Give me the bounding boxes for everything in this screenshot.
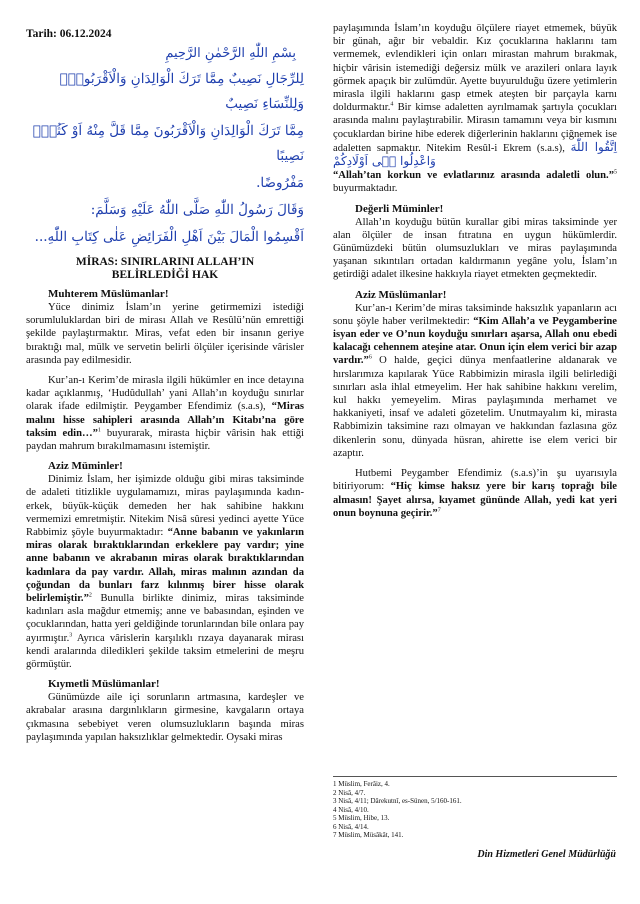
arabic-verse-line-1: لِلرِّجَالِ نَصِيبٌ مِمَّا تَرَكَ الْوَالِدَانِ وَالْاَقْرَبُونَۖ وَلِلنِّسَاءِ نَصِيبٌ bbox=[59, 71, 304, 112]
footnote-ref: 7 bbox=[437, 507, 441, 514]
bismillah-calligraphy: بِسْمِ اللّٰهِ الرَّحْمٰنِ الرَّحِيمِ bbox=[165, 46, 296, 61]
arabic-verse-line-3: مَفْرُوضًا. bbox=[256, 175, 304, 191]
verse-quote: “Anne babanın ve yakınların miras olarak bıraktıklarından erkeklere pay vardır; yine anne babanın ve akrabanın miras olarak bıraktıklarından kadınlara da pay vardır. Allah, miras malının azından da çoğundan da bunları farz kılınmış birer hisse olarak belirlemiştir.” bbox=[26, 527, 304, 605]
footnote: 6 Nisâ, 4/14. bbox=[333, 822, 369, 831]
paragraph: paylaşımında İslam’ın koyduğu ölçülere riayet etmemek, büyük bir günah, ağır bir vebaldir. Kız çocuklarına haklarını tam vermemek, evlendikleri için onları mirastan mahrum bırakmak, hiçbir vârisin istemediği değersiz mülk ve arazileri onlara layık görmek apaçık bir zulümdür. Ayette buyurulduğu üzere yetimlerin mirasla ilgili haklarını gasp etmek ateşten bir parçayla karnı doldurmaktır.$^4$ Bir kimse adaletten ayrılmamak şartıyla çocukları arasında malını paylaştırabilir. Mirasın tamamını veya bir kısmını çocuklardan birine hibe ederek diğerlerinin haklarını çiğnemek ise adaletten sapmaktır. Nitekim Resûl-i Ekrem (s.a.s), اِتَّقُوا اللّٰهَ وَاعْدِلُوا فٖى اَوْلَادِكُمْ “Allah’tan korkun ve evlatlarınız arasında adaletli olun.”$^5$ buyurmaktadır. bbox=[333, 23, 617, 195]
sermon-title-line-1: MİRAS: SINIRLARINI ALLAH’IN bbox=[75, 256, 255, 268]
paragraph: Hutbemi Peygamber Efendimiz (s.a.s)’in şu uyarısıyla bitiriyorum: “Hiç kimse haksız yere bir karış toprağı bile almasın! Şayet alırsa, kıyamet gününde Allah, yedi kat yeri onun boynuna geçirir.”$^7$ bbox=[333, 468, 617, 519]
footnote: 3 Nisâ, 4/11; Dârekutnî, es-Sünen, 5/160-161. bbox=[333, 797, 462, 805]
date-label: Tarih: 06.12.2024 bbox=[26, 28, 112, 40]
paragraph: Günümüzde aile içi sorunların artmasına, kardeşler ve akrabalar arasına dargınlıkların girmesine, kavgaların ortaya çıkmasına sebebiyet veren olumsuzlukların başında miras paylaşımında yapılan haksızlıklar gelmektedir. Oysaki miras bbox=[26, 692, 304, 743]
section-heading: Değerli Müminler! bbox=[355, 202, 444, 215]
arabic-hadith-intro: وَقَالَ رَسُولُ اللّٰهِ صَلَّى اللّٰهُ عَلَيْهِ وَسَلَّمَ: bbox=[90, 202, 304, 218]
footnote: 2 Nisâ, 4/7. bbox=[333, 788, 366, 797]
hadith-quote: “Allah’tan korkun ve evlatlarınız arasında adaletli olun.” bbox=[333, 170, 614, 182]
paragraph: Kur’an-ı Kerim’de mirasla ilgili hükümler en ince detayına kadar açıklanmış, ‘Hudûdullah’ yani Allah’ın koyduğu sınırlar olarak ifade edilmiştir. Peygamber Efendimiz (s.a.s), “Miras malını hisse sahipleri arasında Allah’ın Kitabı’na göre taksim edin…”$^1$ buyurarak, mirasta hiçbir vârisin hak ettiği paydan mahrum bırakılmamasını istemiştir. bbox=[26, 375, 305, 453]
section-heading: Aziz Müslümanlar! bbox=[355, 288, 447, 301]
hadith-quote: “Miras malını hisse sahipleri arasında Allah’ın Kitabı’na göre taksim edin…” bbox=[26, 401, 304, 439]
footnote: 5 Müslim, Hibe, 13. bbox=[333, 814, 390, 822]
footnote: 7 Müslim, Müsâkât, 141. bbox=[333, 831, 404, 839]
footnote-ref: 4 bbox=[390, 101, 394, 108]
footnote-ref: 5 bbox=[614, 169, 617, 176]
left-column bbox=[26, 28, 304, 751]
arabic-verse-line-2: مِمَّا تَرَكَ الْوَالِدَانِ وَالْاَقْرَبُونَ مِمَّا قَلَّ مِنْهُ اَوْ كَثُرَۜ نَصِيبًا bbox=[32, 123, 304, 164]
right-column bbox=[333, 22, 617, 527]
section-heading: Aziz Müminler! bbox=[48, 460, 123, 473]
footnote-ref: 6 bbox=[368, 354, 372, 361]
section-heading: Kıymetli Müslümanlar! bbox=[48, 678, 160, 691]
hadith-quote: “Hiç kimse haksız yere bir karış toprağı bile almasın! Şayet alırsa, kıyamet gününde Allah, yedi kat yeri onun boynuna geçirir.” bbox=[333, 481, 617, 519]
paragraph: Allah’ın koyduğu bütün kurallar gibi miras taksiminde yer alan ölçüler de insan fıtratına en uygun hükümlerdir. Günümüzdeki bütün olumsuzlukları ve miras paylaşımında yaşanan sıkıntıları ortadan kaldırmanın yegâne yolu, İslam’ın getirdiği adalet ilkesine hakkıyla riayet etmekten geçmektedir. bbox=[333, 216, 617, 281]
footnote-ref: 3 bbox=[69, 632, 73, 639]
arabic-hadith-inline: اِتَّقُوا اللّٰهَ وَاعْدِلُوا فٖى اَوْلَادِكُمْ bbox=[333, 139, 617, 169]
arabic-hadith-text: اَقْسِمُوا الْمَالَ بَيْنَ اَهْلِ الْفَرَائِضِ عَلٰى كِتَابِ اللّٰهِ... bbox=[34, 229, 304, 245]
verse-quote: “Kim Allah’a ve Peygamberine isyan eder ve O’nun koyduğu sınırları aşarsa, Allah onu ebedi kalacağı cehennem ateşine atar. Onun için elem verici bir azap vardır.” bbox=[333, 315, 617, 367]
footnotes bbox=[333, 776, 617, 840]
paragraph: Dinimiz İslam, her işimizde olduğu gibi miras taksiminde de adaleti titizlikle uygulamamızı, miras paylaşımında kadın-erkek, büyük-küçük demeden her hak sahibine hakkını vermemizi emretmiştir. Nitekim Nisâ sûresi yedinci ayette Yüce Rabbimiz şöyle buyurmaktadır: “Anne babanın ve yakınların miras olarak bıraktıklarından erkeklere pay vardır; yine anne babanın ve akrabanın miras olarak bıraktıklarından kadınlara da pay vardır. Allah, miras malının azından da çoğundan da bunları farz kılınmış birer hisse olarak belirlemiştir.”$^2$ Bunulla birlikte dinimiz, miras taksiminde kadınları asla mağdur etmemiş; anne ve babasından, eşinden ve çocuklarından, hatta yeri geldiğinde torunlarından bile onlara pay ayırmıştır.$^3$ Ayrıca vârislerin karşılıklı rızaya dayanarak mirası kendi aralarında diledikleri şekilde taksim etmelerini de meşru görmüştür. bbox=[26, 474, 304, 671]
paragraph: Kur’an-ı Kerim’de miras taksiminde haksızlık yapanların acı sonu şöyle haber verilmektedir: “Kim Allah’a ve Peygamberine isyan eder ve O’nun koyduğu sınırları aşarsa, Allah onu ebedi kalacağı cehennem ateşine atar. Onun için elem verici bir azap vardır.”$^6$ O halde, geçici dünya menfaatlerine aldanarak ve hırslarımıza kapılarak Yüce Rabbimizin mirasla ilgili belirlediği sınırları asla ihlal etmeyelim. Her hak sahibine hakkını verelim, kul hakkı yemeyelim. Miras paylaşımında merhamet ve hakkaniyeti, insaf ve adaleti gözetelim. Unutmayalım ki, mirasta Rabbimizin taksimine razı olmayan ve hakkından fazlasına göz dikenlerin sonu, dünyada hüsran, ahirette ise elem verici bir azaptır. bbox=[333, 302, 617, 459]
footnote: 4 Nisâ, 4/10. bbox=[333, 805, 369, 814]
section-heading: Muhterem Müslümanlar! bbox=[48, 288, 169, 300]
footnote: 1 Müslim, Ferâiz, 4. bbox=[333, 780, 390, 788]
footer-signature: Din Hizmetleri Genel Müdürlüğü bbox=[477, 849, 616, 860]
footnote-ref: 2 bbox=[88, 592, 92, 599]
footnote-ref: 1 bbox=[97, 427, 101, 434]
paragraph: Yüce dinimiz İslam’ın yerine getirmemizi istediği sorumluluklardan biri de mirası Allah ve Resûlü’nün emrettiği şekilde paylaştırmaktır. Miras, vefat eden bir insanın geriye bıraktığı mal, mülk ve servetin belirli ölçüler içerisinde vârisler arasında pay edilmesidir. bbox=[26, 302, 304, 366]
sermon-title-line-2: BELİRLEDİĞİ HAK bbox=[111, 269, 219, 281]
sermon-title bbox=[26, 256, 304, 282]
